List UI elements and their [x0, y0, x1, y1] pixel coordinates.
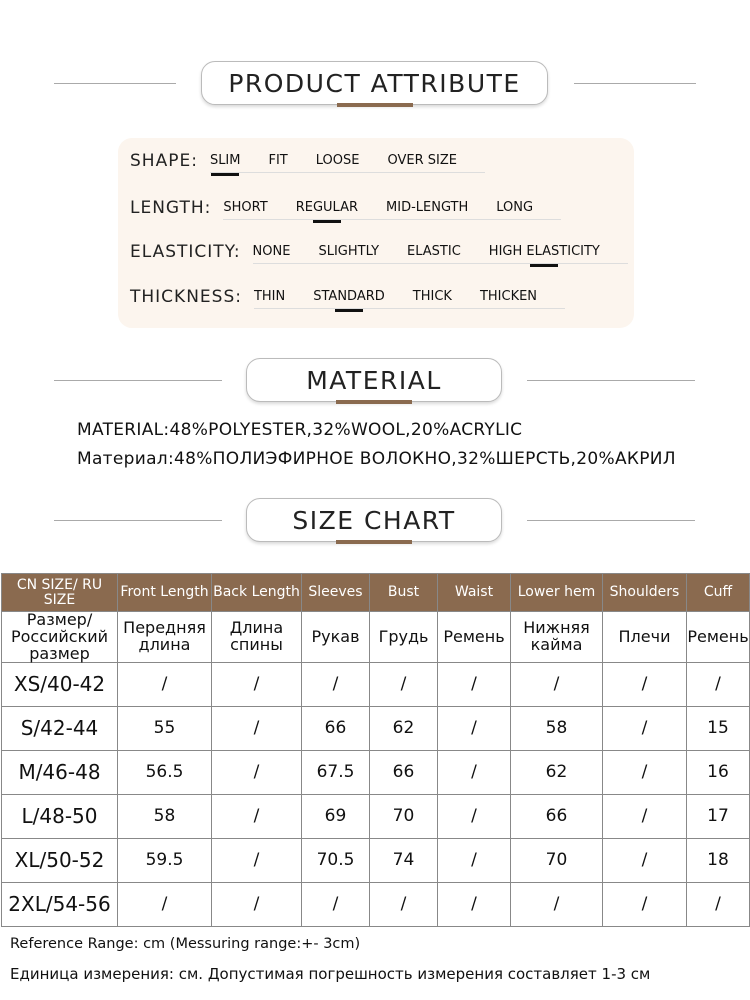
table-cell: 59.5: [118, 839, 212, 883]
footer-ru: Единица измерения: см. Допустимая погрешность измерения составляет 1-3 см: [10, 965, 651, 983]
table-cell: 70: [511, 839, 603, 883]
table-cell: /: [212, 663, 302, 707]
size-chart-header: [0, 498, 750, 544]
table-cell: /: [687, 883, 750, 927]
section-title: MATERIAL: [306, 365, 442, 395]
table-cell: 67.5: [302, 751, 370, 795]
table-row: [2, 751, 750, 795]
table-cell: Waist: [438, 574, 511, 612]
table-cell: Грудь: [370, 612, 438, 663]
attribute-row: [130, 237, 628, 267]
table-cell: Ремень: [438, 612, 511, 663]
table-cell: S/42-44: [2, 707, 118, 751]
table-cell: XS/40-42: [2, 663, 118, 707]
table-cell: /: [511, 883, 603, 927]
table-cell: Ремень: [687, 612, 750, 663]
table-cell: /: [302, 883, 370, 927]
attribute-option: FIT: [268, 153, 288, 168]
attribute-row: [130, 282, 565, 312]
table-cell: Рукав: [302, 612, 370, 663]
attribute-option: THIN: [253, 289, 286, 304]
table-cell: 66: [302, 707, 370, 751]
table-cell: /: [438, 663, 511, 707]
table-cell: /: [603, 707, 687, 751]
table-cell: 69: [302, 795, 370, 839]
attribute-label: ELASTICITY:: [130, 242, 241, 262]
table-cell: Front Length: [118, 574, 212, 612]
attribute-option: REGULAR: [295, 200, 359, 215]
table-cell: /: [438, 883, 511, 927]
table-cell: /: [118, 883, 212, 927]
table-cell: 16: [687, 751, 750, 795]
table-cell: Плечи: [603, 612, 687, 663]
table-cell: M/46-48: [2, 751, 118, 795]
attribute-option: HIGH ELASTICITY: [488, 244, 600, 259]
table-cell: 62: [370, 707, 438, 751]
table-cell: /: [438, 839, 511, 883]
table-cell: /: [302, 663, 370, 707]
attribute-option: MID-LENGTH: [386, 200, 469, 215]
table-cell: Нижняя кайма: [511, 612, 603, 663]
attribute-option: THICK: [412, 289, 452, 304]
table-row: [2, 883, 750, 927]
attribute-option: LOOSE: [315, 153, 360, 168]
attribute-option: ELASTIC: [407, 244, 461, 259]
table-cell: /: [438, 751, 511, 795]
table-cell: /: [370, 663, 438, 707]
table-row: [2, 839, 750, 883]
table-cell: Sleeves: [302, 574, 370, 612]
table-cell: Back Length: [212, 574, 302, 612]
table-cell: CN SIZE/ RU SIZE: [2, 574, 118, 612]
table-cell: /: [438, 707, 511, 751]
table-cell: 70: [370, 795, 438, 839]
table-cell: /: [118, 663, 212, 707]
attribute-option: NONE: [252, 244, 291, 259]
table-cell: /: [511, 663, 603, 707]
product-attribute-header: [0, 61, 750, 107]
table-cell: 58: [511, 707, 603, 751]
table-cell: /: [603, 883, 687, 927]
table-cell: /: [212, 839, 302, 883]
size-chart-table: [1, 573, 750, 927]
table-cell: Передняя длина: [118, 612, 212, 663]
table-cell: /: [212, 883, 302, 927]
table-cell: /: [212, 707, 302, 751]
attribute-option: SLIGHTLY: [318, 244, 380, 259]
attribute-row: [130, 146, 485, 176]
attribute-label: THICKNESS:: [130, 287, 242, 307]
table-cell: 15: [687, 707, 750, 751]
table-cell: 62: [511, 751, 603, 795]
table-cell: 56.5: [118, 751, 212, 795]
attribute-label: SHAPE:: [130, 151, 198, 171]
table-cell: Длина спины: [212, 612, 302, 663]
attribute-label: LENGTH:: [130, 198, 212, 218]
table-cell: /: [438, 795, 511, 839]
table-cell: XL/50-52: [2, 839, 118, 883]
material-ru: Материал:48%ПОЛИЭФИРНОЕ ВОЛОКНО,32%ШЕРСТЬ,20%АКРИЛ: [77, 449, 676, 469]
table-cell: 18: [687, 839, 750, 883]
table-row: [2, 707, 750, 751]
table-cell: 70.5: [302, 839, 370, 883]
table-cell: 74: [370, 839, 438, 883]
table-cell: /: [603, 795, 687, 839]
attribute-option: SLIM: [209, 153, 241, 168]
table-cell: /: [687, 663, 750, 707]
attribute-option: LONG: [496, 200, 534, 215]
table-cell: Shoulders: [603, 574, 687, 612]
table-row: [2, 612, 750, 663]
table-cell: L/48-50: [2, 795, 118, 839]
table-cell: Cuff: [687, 574, 750, 612]
table-cell: /: [603, 663, 687, 707]
table-cell: 58: [118, 795, 212, 839]
attribute-option: SHORT: [223, 200, 268, 215]
material-en: MATERIAL:48%POLYESTER,32%WOOL,20%ACRYLIC: [77, 420, 523, 440]
section-title: SIZE CHART: [292, 505, 456, 535]
attribute-row: [130, 193, 561, 223]
table-cell: /: [603, 751, 687, 795]
table-row: [2, 574, 750, 612]
attribute-option: THICKEN: [479, 289, 538, 304]
table-cell: 55: [118, 707, 212, 751]
attribute-option: OVER SIZE: [387, 153, 457, 168]
footer-en: Reference Range: cm (Messuring range:+- 3cm): [10, 936, 361, 952]
attribute-option: STANDARD: [313, 289, 385, 304]
table-cell: 2XL/54-56: [2, 883, 118, 927]
table-cell: /: [212, 751, 302, 795]
table-cell: Lower hem: [511, 574, 603, 612]
table-cell: /: [212, 795, 302, 839]
table-row: [2, 795, 750, 839]
material-header: [0, 358, 750, 404]
table-cell: Bust: [370, 574, 438, 612]
section-title: PRODUCT ATTRIBUTE: [228, 68, 521, 98]
table-cell: 17: [687, 795, 750, 839]
attribute-panel: [118, 138, 634, 328]
table-cell: 66: [511, 795, 603, 839]
table-cell: /: [603, 839, 687, 883]
table-row: [2, 663, 750, 707]
table-cell: 66: [370, 751, 438, 795]
table-cell: Размер/ Российский размер: [2, 612, 118, 663]
table-cell: /: [370, 883, 438, 927]
